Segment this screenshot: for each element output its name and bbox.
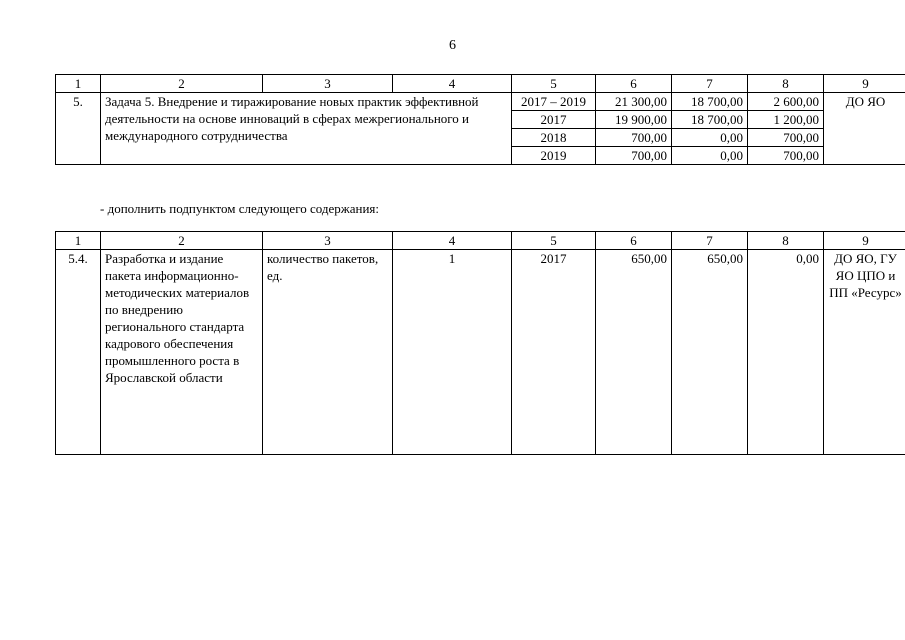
- year-cell: 2019: [512, 147, 596, 165]
- header-cell: 8: [748, 75, 824, 93]
- header-cell: 8: [748, 232, 824, 250]
- regional-budget-cell: 18 700,00: [672, 111, 748, 129]
- other-funds-cell: 0,00: [748, 250, 824, 455]
- header-cell: 4: [393, 75, 512, 93]
- total-cell: 700,00: [596, 129, 672, 147]
- other-funds-cell: 1 200,00: [748, 111, 824, 129]
- header-cell: 3: [263, 232, 393, 250]
- header-cell: 7: [672, 75, 748, 93]
- indicator-name: количество пакетов, ед.: [263, 250, 393, 455]
- regional-budget-cell: 0,00: [672, 147, 748, 165]
- year-cell: 2017: [512, 250, 596, 455]
- header-cell: 5: [512, 75, 596, 93]
- program-table-task5: [55, 74, 905, 165]
- total-cell: 19 900,00: [596, 111, 672, 129]
- executor-cell: ДО ЯО: [824, 93, 905, 165]
- task-title: Задача 5. Внедрение и тиражирование новых практик эффективной деятельности на основе инноваций в сферах межрегионального и международного сотрудничества: [101, 93, 512, 165]
- year-cell: 2017: [512, 111, 596, 129]
- header-cell: 1: [56, 75, 101, 93]
- regional-budget-cell: 650,00: [672, 250, 748, 455]
- header-cell: 6: [596, 232, 672, 250]
- header-cell: 9: [824, 75, 905, 93]
- header-cell: 2: [101, 232, 263, 250]
- header-cell: 3: [263, 75, 393, 93]
- total-cell: 650,00: [596, 250, 672, 455]
- total-cell: 21 300,00: [596, 93, 672, 111]
- regional-budget-cell: 18 700,00: [672, 93, 748, 111]
- other-funds-cell: 2 600,00: [748, 93, 824, 111]
- header-cell: 1: [56, 232, 101, 250]
- table-row: [56, 93, 905, 111]
- table-header-row: [56, 75, 905, 93]
- header-cell: 6: [596, 75, 672, 93]
- table-header-row: [56, 232, 905, 250]
- regional-budget-cell: 0,00: [672, 129, 748, 147]
- page-number: 6: [449, 38, 456, 53]
- table-row: [56, 250, 905, 455]
- header-cell: 2: [101, 75, 263, 93]
- other-funds-cell: 700,00: [748, 147, 824, 165]
- header-cell: 9: [824, 232, 905, 250]
- total-cell: 700,00: [596, 147, 672, 165]
- executor-cell: ДО ЯО, ГУ ЯО ЦПО и ПП «Ресурс»: [824, 250, 905, 455]
- year-cell: 2018: [512, 129, 596, 147]
- amendment-text: - дополнить подпунктом следующего содержания:: [100, 201, 379, 216]
- header-cell: 7: [672, 232, 748, 250]
- row-number: 5.4.: [56, 250, 101, 455]
- activity-name: Разработка и издание пакета информационно-методических материалов по внедрению регионального стандарта кадрового обеспечения промышленного роста в Ярославской области: [101, 250, 263, 455]
- header-cell: 5: [512, 232, 596, 250]
- program-table-subitem-5-4: [55, 231, 905, 455]
- indicator-value: 1: [393, 250, 512, 455]
- year-cell: 2017 – 2019: [512, 93, 596, 111]
- row-number: 5.: [56, 93, 101, 165]
- other-funds-cell: 700,00: [748, 129, 824, 147]
- header-cell: 4: [393, 232, 512, 250]
